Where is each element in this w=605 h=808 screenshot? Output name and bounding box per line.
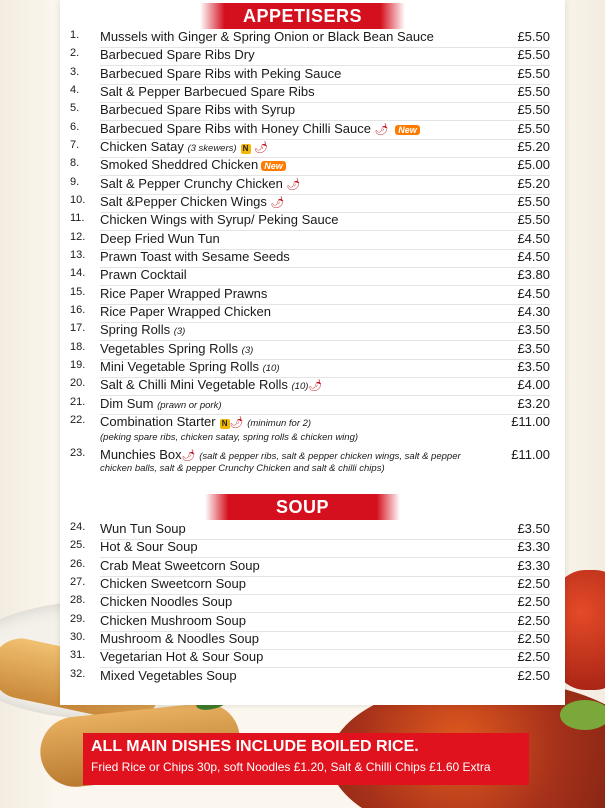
item-name: Vegetarian Hot & Sour Soup: [100, 649, 264, 664]
menu-item: [70, 521, 550, 537]
item-price: £4.50: [517, 286, 550, 301]
item-name-text: Smoked Sheddred Chicken: [100, 157, 259, 172]
menu-item: [70, 212, 550, 228]
item-note: (10): [291, 381, 309, 392]
item-number: 23.: [70, 447, 86, 459]
menu-item: [70, 414, 550, 430]
item-name: [100, 341, 253, 356]
item-price: £5.20: [517, 139, 550, 154]
item-number: 25.: [70, 539, 86, 551]
item-name: Wun Tun Soup: [100, 521, 186, 536]
menu-item: [70, 558, 550, 574]
menu-item: [70, 649, 550, 665]
menu-item: [70, 631, 550, 647]
item-number: 5.: [70, 102, 80, 114]
item-number: 17.: [70, 322, 86, 334]
item-price: £4.30: [517, 304, 550, 319]
item-number: 16.: [70, 304, 86, 316]
item-name: Deep Fried Wun Tun: [100, 231, 220, 246]
item-name: Chicken Sweetcorn Soup: [100, 576, 246, 591]
menu-item: [70, 286, 550, 302]
item-price: £3.20: [517, 396, 550, 411]
item-name: [100, 322, 185, 337]
menu-item: [70, 47, 550, 63]
item-number: 1.: [70, 29, 80, 41]
item-name: [100, 157, 286, 172]
item-name: [100, 414, 311, 429]
chilli-icon: 🌶: [229, 417, 244, 429]
item-price: £11.00: [511, 414, 550, 429]
item-number: 20.: [70, 377, 86, 389]
chilli-icon: 🌶: [308, 380, 323, 392]
item-number: 11.: [70, 212, 85, 224]
item-number: 3.: [70, 66, 80, 78]
item-name: Prawn Cocktail: [100, 267, 187, 282]
menu-item: [70, 84, 550, 100]
item-price: £2.50: [517, 576, 550, 591]
item-number: 22.: [70, 414, 86, 426]
chilli-icon: 🌶: [181, 450, 196, 462]
item-name-text: Mini Vegetable Spring Rolls: [100, 359, 259, 374]
rice-notice-banner: [83, 733, 529, 785]
item-price: £3.50: [517, 521, 550, 536]
item-name: [100, 447, 461, 462]
item-price: £2.50: [517, 631, 550, 646]
item-number: 31.: [70, 649, 86, 661]
item-name-text: Dim Sum: [100, 396, 154, 411]
item-price: £3.50: [517, 322, 550, 337]
item-number: 32.: [70, 668, 86, 680]
menu-item: [70, 194, 550, 210]
item-price: £2.50: [517, 613, 550, 628]
item-number: 21.: [70, 396, 86, 408]
item-number: 18.: [70, 341, 86, 353]
item-name-text: Barbecued Spare Ribs with Honey Chilli Sauce: [100, 121, 371, 136]
item-name: Prawn Toast with Sesame Seeds: [100, 249, 290, 264]
menu-item: [70, 594, 550, 610]
item-number: 29.: [70, 613, 86, 625]
item-number: 9.: [70, 176, 80, 188]
menu-item: [70, 102, 550, 118]
item-price: £3.50: [517, 341, 550, 356]
rice-notice-headline: ALL MAIN DISHES INCLUDE BOILED RICE.: [91, 738, 419, 755]
menu-item: [70, 377, 550, 393]
nut-icon: N: [220, 419, 230, 429]
item-number: 24.: [70, 521, 86, 533]
item-name: Barbecued Spare Ribs with Peking Sauce: [100, 66, 342, 81]
garnish-image: [560, 700, 605, 730]
menu-item: [70, 66, 550, 82]
item-name-text: Vegetables Spring Rolls: [100, 341, 239, 356]
menu-item: [70, 668, 550, 684]
item-name: Mussels with Ginger & Spring Onion or Black Bean Sauce: [100, 29, 434, 44]
item-name: [100, 121, 420, 136]
item-price: £11.00: [511, 447, 550, 462]
item-number: 4.: [70, 84, 80, 96]
item-name: [100, 396, 222, 411]
item-name-text: Salt &Pepper Chicken Wings: [100, 194, 267, 209]
item-number: 26.: [70, 558, 86, 570]
menu-item: [70, 539, 550, 555]
item-price: £5.50: [517, 194, 550, 209]
item-note: (salt & pepper ribs, salt & pepper chicken wings, salt & pepper: [199, 451, 461, 462]
item-name-text: Salt & Chilli Mini Vegetable Rolls: [100, 377, 288, 392]
chilli-icon: 🌶: [270, 197, 285, 209]
item-name: Salt & Pepper Barbecued Spare Ribs: [100, 84, 315, 99]
new-badge: New: [395, 125, 420, 135]
item-name-text: Spring Rolls: [100, 322, 171, 337]
menu-item: [70, 576, 550, 592]
item-name: [100, 139, 268, 154]
item-note: (3): [241, 345, 254, 356]
item-name: Chicken Noodles Soup: [100, 594, 233, 609]
item-number: 10.: [70, 194, 86, 206]
soup-heading: SOUP: [205, 494, 400, 520]
item-price: £5.50: [517, 84, 550, 99]
menu-item: [70, 447, 550, 463]
item-name-text: Munchies Box: [100, 447, 182, 462]
item-name-text: Salt & Pepper Crunchy Chicken: [100, 176, 283, 191]
item-number: 28.: [70, 594, 86, 606]
item-price: £3.30: [517, 539, 550, 554]
item-price: £4.50: [517, 231, 550, 246]
chilli-icon: 🌶: [286, 179, 301, 191]
item-number: 12.: [70, 231, 86, 243]
menu-item: [70, 396, 550, 412]
item-name: [100, 194, 285, 209]
item-price: £5.20: [517, 176, 550, 191]
item-price: £3.80: [517, 267, 550, 282]
item-name: Hot & Sour Soup: [100, 539, 198, 554]
item-name: Mushroom & Noodles Soup: [100, 631, 259, 646]
item-number: 30.: [70, 631, 86, 643]
item-description: (peking spare ribs, chicken satay, spring rolls & chicken wing): [100, 432, 359, 443]
item-note: (prawn or pork): [157, 400, 222, 411]
item-note: (minimun for 2): [247, 418, 312, 429]
item-note: (10): [262, 363, 280, 374]
item-name-text: Chicken Satay: [100, 139, 184, 154]
item-name: Chicken Wings with Syrup/ Peking Sauce: [100, 212, 339, 227]
item-name: [100, 176, 300, 191]
item-price: £4.50: [517, 249, 550, 264]
item-number: 8.: [70, 157, 80, 169]
item-number: 7.: [70, 139, 80, 151]
menu-item: [70, 157, 550, 173]
menu-item: [70, 613, 550, 629]
item-name-text: Combination Starter: [100, 414, 216, 429]
menu-item: [70, 267, 550, 283]
item-name: Mixed Vegetables Soup: [100, 668, 237, 683]
menu-item: [70, 304, 550, 320]
item-price: £2.50: [517, 649, 550, 664]
item-name: Chicken Mushroom Soup: [100, 613, 246, 628]
item-price: £5.00: [517, 157, 550, 172]
item-price: £3.50: [517, 359, 550, 374]
item-name: Rice Paper Wrapped Prawns: [100, 286, 268, 301]
menu-item: [70, 359, 550, 375]
item-number: 13.: [70, 249, 86, 261]
menu-item: [70, 121, 550, 137]
item-price: £3.30: [517, 558, 550, 573]
item-name: [100, 359, 280, 374]
item-price: £5.50: [517, 47, 550, 62]
item-price: £5.50: [517, 121, 550, 136]
item-price: £2.50: [517, 594, 550, 609]
item-name: Crab Meat Sweetcorn Soup: [100, 558, 260, 573]
menu-item: [70, 139, 550, 155]
item-note: (3 skewers): [187, 143, 237, 154]
item-name: [100, 377, 322, 392]
item-description: chicken balls, salt & pepper Crunchy Chicken and salt & chilli chips): [100, 463, 385, 474]
chilli-icon: 🌶: [254, 142, 269, 154]
item-price: £5.50: [517, 102, 550, 117]
item-price: £5.50: [517, 29, 550, 44]
item-name: Rice Paper Wrapped Chicken: [100, 304, 272, 319]
menu-item: [70, 176, 550, 192]
item-number: 15.: [70, 286, 86, 298]
nut-icon: N: [241, 144, 251, 154]
menu-item: [70, 341, 550, 357]
item-number: 6.: [70, 121, 80, 133]
menu-item: [70, 249, 550, 265]
item-price: £5.50: [517, 66, 550, 81]
item-price: £5.50: [517, 212, 550, 227]
item-price: £2.50: [517, 668, 550, 683]
new-badge: New: [261, 161, 286, 171]
rice-notice-extras: Fried Rice or Chips 30p, soft Noodles £1.20, Salt & Chilli Chips £1.60 Extra: [91, 760, 491, 774]
menu-item: [70, 231, 550, 247]
item-number: 27.: [70, 576, 86, 588]
item-price: £4.00: [517, 377, 550, 392]
item-number: 19.: [70, 359, 86, 371]
menu-item: [70, 322, 550, 338]
item-number: 14.: [70, 267, 86, 279]
menu-item: [70, 29, 550, 45]
item-note: (3): [173, 326, 186, 337]
item-name: Barbecued Spare Ribs Dry: [100, 47, 255, 62]
item-number: 2.: [70, 47, 80, 59]
item-name: Barbecued Spare Ribs with Syrup: [100, 102, 296, 117]
chilli-icon: 🌶: [374, 124, 389, 136]
appetisers-heading: APPETISERS: [200, 3, 405, 29]
